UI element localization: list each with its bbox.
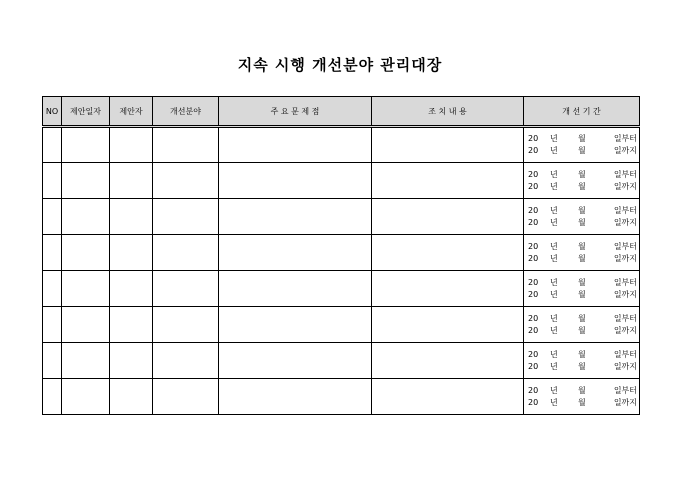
period-year-unit: 년: [550, 361, 558, 371]
cell-no[interactable]: [43, 307, 62, 343]
cell-date[interactable]: [62, 271, 110, 307]
cell-proposer[interactable]: [110, 271, 153, 307]
cell-period[interactable]: [524, 307, 640, 343]
cell-proposer[interactable]: [110, 163, 153, 199]
period-from-label: 일부터: [613, 241, 637, 251]
cell-action[interactable]: [372, 271, 524, 307]
cell-field[interactable]: [153, 307, 219, 343]
cell-issue[interactable]: [219, 379, 372, 415]
period-year: 20: [528, 134, 539, 143]
ledger-table: [42, 96, 640, 415]
cell-proposer[interactable]: [110, 379, 153, 415]
cell-period[interactable]: [524, 235, 640, 271]
cell-action[interactable]: [372, 127, 524, 163]
cell-field[interactable]: [153, 271, 219, 307]
period-year: 20: [528, 181, 539, 191]
period-month-unit: 월: [578, 241, 586, 251]
cell-period[interactable]: [524, 271, 640, 307]
cell-field[interactable]: [153, 127, 219, 163]
period-from-line: [528, 241, 637, 253]
period-year: 20: [528, 217, 539, 227]
cell-proposer[interactable]: [110, 127, 153, 163]
period-month-unit: 월: [578, 289, 586, 299]
period-year: 20: [528, 349, 539, 359]
period-month-unit: 월: [578, 385, 586, 395]
cell-action[interactable]: [372, 235, 524, 271]
period-year-unit: 년: [550, 385, 558, 395]
period-year-unit: 년: [550, 241, 558, 251]
period-from-line: [528, 349, 637, 361]
period-month-unit: 월: [578, 313, 586, 323]
period-month-unit: 월: [578, 217, 586, 227]
cell-field[interactable]: [153, 199, 219, 235]
cell-proposer[interactable]: [110, 307, 153, 343]
period-year-unit: 년: [550, 349, 558, 359]
period-from-label: 일부터: [613, 277, 637, 287]
period-to-label: 일까지: [613, 146, 637, 155]
period-from-label: 일부터: [613, 349, 637, 359]
period-year: 20: [528, 313, 539, 323]
cell-date[interactable]: [62, 379, 110, 415]
period-from-line: [528, 385, 637, 397]
period-year-unit: 년: [550, 253, 558, 263]
cell-no[interactable]: [43, 343, 62, 379]
period-month-unit: 월: [578, 253, 586, 263]
period-month-unit: 월: [578, 205, 586, 215]
cell-no[interactable]: [43, 127, 62, 163]
cell-no[interactable]: [43, 199, 62, 235]
table-row: [43, 271, 640, 307]
cell-issue[interactable]: [219, 235, 372, 271]
period-year: 20: [528, 325, 539, 335]
period-to-line: [528, 325, 637, 337]
period-year: 20: [528, 277, 539, 287]
period-month-unit: 월: [578, 134, 586, 143]
period-year-unit: 년: [550, 205, 558, 215]
period-to-label: 일까지: [613, 325, 637, 335]
cell-action[interactable]: [372, 163, 524, 199]
period-year: 20: [528, 146, 539, 155]
period-year-unit: 년: [550, 313, 558, 323]
period-from-label: 일부터: [613, 134, 637, 143]
period-year-unit: 년: [550, 146, 558, 155]
period-year: 20: [528, 397, 539, 407]
period-year: 20: [528, 205, 539, 215]
period-year-unit: 년: [550, 397, 558, 407]
period-to-label: 일까지: [613, 397, 637, 407]
period-year-unit: 년: [550, 325, 558, 335]
period-from-label: 일부터: [613, 169, 637, 179]
header-proposer: 제안자: [110, 97, 153, 127]
period-year: 20: [528, 169, 539, 179]
period-from-line: [528, 169, 637, 181]
cell-field[interactable]: [153, 235, 219, 271]
cell-proposer[interactable]: [110, 199, 153, 235]
cell-issue[interactable]: [219, 127, 372, 163]
period-year-unit: 년: [550, 217, 558, 227]
period-from-label: 일부터: [613, 205, 637, 215]
period-to-label: 일까지: [613, 217, 637, 227]
period-from-line: [528, 313, 637, 325]
cell-issue[interactable]: [219, 271, 372, 307]
cell-issue[interactable]: [219, 343, 372, 379]
cell-date[interactable]: [62, 235, 110, 271]
cell-field[interactable]: [153, 163, 219, 199]
period-from-label: 일부터: [613, 385, 637, 395]
cell-date[interactable]: [62, 343, 110, 379]
cell-issue[interactable]: [219, 199, 372, 235]
period-month-unit: 월: [578, 277, 586, 287]
period-month-unit: 월: [578, 169, 586, 179]
cell-action[interactable]: [372, 307, 524, 343]
cell-no[interactable]: [43, 163, 62, 199]
table-row: [43, 343, 640, 379]
cell-issue[interactable]: [219, 307, 372, 343]
period-to-label: 일까지: [613, 253, 637, 263]
period-from-line: [528, 205, 637, 217]
period-year-unit: 년: [550, 169, 558, 179]
cell-no[interactable]: [43, 271, 62, 307]
period-year: 20: [528, 361, 539, 371]
cell-period[interactable]: [524, 127, 640, 163]
period-year: 20: [528, 289, 539, 299]
period-month-unit: 월: [578, 349, 586, 359]
table-row: [43, 199, 640, 235]
header-period: 개 선 기 간: [524, 97, 640, 127]
cell-date[interactable]: [62, 199, 110, 235]
header-field: 개선분야: [153, 97, 219, 127]
cell-period[interactable]: [524, 163, 640, 199]
period-to-line: [528, 397, 637, 409]
header-issue: 주 요 문 제 점: [219, 97, 372, 127]
cell-period[interactable]: [524, 379, 640, 415]
period-from-line: [528, 277, 637, 289]
period-year: 20: [528, 241, 539, 251]
cell-action[interactable]: [372, 199, 524, 235]
cell-no[interactable]: [43, 235, 62, 271]
header-no: NO: [43, 97, 62, 127]
cell-field[interactable]: [153, 343, 219, 379]
period-to-line: [528, 289, 637, 301]
period-to-label: 일까지: [613, 181, 637, 191]
document-title: 지속 시행 개선분야 관리대장: [237, 56, 443, 74]
period-year-unit: 년: [550, 289, 558, 299]
table-row: [43, 235, 640, 271]
period-year-unit: 년: [550, 134, 558, 143]
table-row: [43, 163, 640, 199]
header-row: [43, 97, 640, 127]
cell-period[interactable]: [524, 343, 640, 379]
ledger-body: [43, 127, 640, 415]
cell-proposer[interactable]: [110, 235, 153, 271]
period-from-label: 일부터: [613, 313, 637, 323]
cell-action[interactable]: [372, 343, 524, 379]
cell-proposer[interactable]: [110, 343, 153, 379]
period-month-unit: 월: [578, 397, 586, 407]
cell-issue[interactable]: [219, 163, 372, 199]
cell-period[interactable]: [524, 199, 640, 235]
header-date: 제안일자: [62, 97, 110, 127]
cell-date[interactable]: [62, 127, 110, 163]
table-row: [43, 379, 640, 415]
cell-no[interactable]: [43, 379, 62, 415]
period-to-line: [528, 145, 637, 157]
period-year: 20: [528, 253, 539, 263]
period-month-unit: 월: [578, 361, 586, 371]
period-to-line: [528, 217, 637, 229]
period-year: 20: [528, 385, 539, 395]
period-year-unit: 년: [550, 277, 558, 287]
cell-field[interactable]: [153, 379, 219, 415]
period-month-unit: 월: [578, 181, 586, 191]
cell-action[interactable]: [372, 379, 524, 415]
period-to-line: [528, 181, 637, 193]
period-month-unit: 월: [578, 146, 586, 155]
period-to-line: [528, 253, 637, 265]
period-from-line: [528, 133, 637, 145]
period-to-line: [528, 361, 637, 373]
period-to-label: 일까지: [613, 289, 637, 299]
header-action: 조 치 내 용: [372, 97, 524, 127]
table-row: [43, 307, 640, 343]
period-to-label: 일까지: [613, 361, 637, 371]
table-row: [43, 127, 640, 163]
cell-date[interactable]: [62, 307, 110, 343]
cell-date[interactable]: [62, 163, 110, 199]
period-month-unit: 월: [578, 325, 586, 335]
period-year-unit: 년: [550, 181, 558, 191]
